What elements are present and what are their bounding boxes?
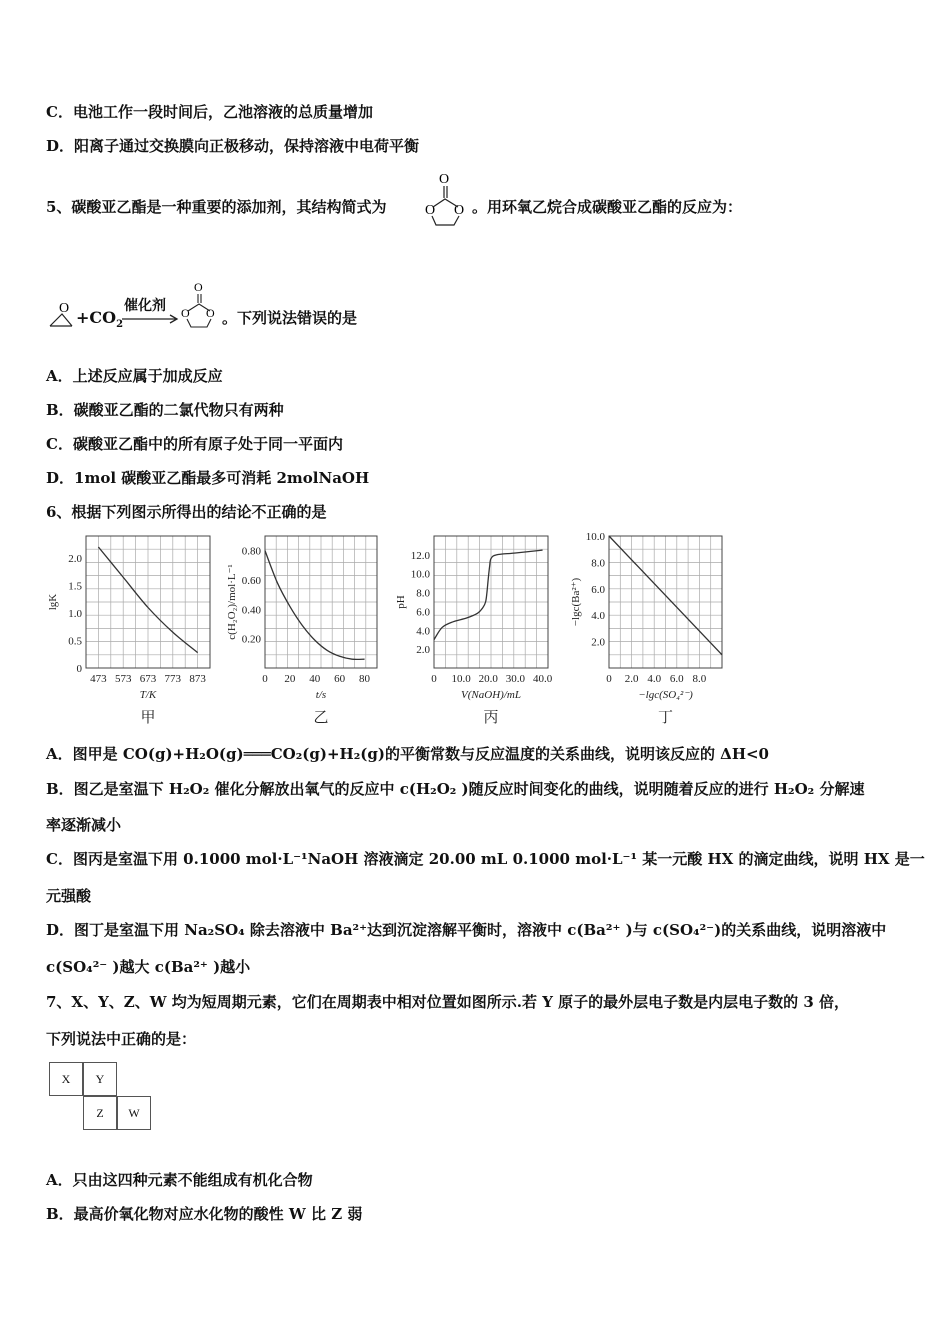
x-tick-label: 2.0 bbox=[624, 673, 639, 685]
cell-z: Z bbox=[83, 1096, 117, 1130]
x-tick-label: 473 bbox=[90, 673, 107, 685]
x-tick-label: 873 bbox=[189, 673, 206, 685]
y-tick-label: 0 bbox=[76, 663, 82, 675]
y-tick-label: 8.0 bbox=[591, 557, 605, 570]
y-axis-label: −lgc(Ba²⁺) bbox=[570, 577, 582, 627]
x-tick-label: 60 bbox=[334, 673, 346, 685]
y-tick-label: 10.0 bbox=[585, 531, 605, 543]
y-tick-label: 2.0 bbox=[591, 636, 605, 649]
x-tick-label: 573 bbox=[114, 673, 132, 685]
y-tick-label: 2.0 bbox=[68, 553, 82, 565]
q6-option-c-line2: 元强酸 bbox=[46, 887, 92, 905]
x-tick-label: 773 bbox=[164, 673, 182, 685]
y-tick-label: 10.0 bbox=[410, 568, 430, 581]
catalyst-label: 催化剂 bbox=[124, 298, 166, 314]
y-axis-label: pH bbox=[395, 595, 407, 609]
chart-grid bbox=[265, 536, 377, 668]
q5-reaction-tail: 。下列说法错误的是 bbox=[222, 309, 358, 327]
epoxide-oxygen: O bbox=[59, 301, 70, 316]
co2-subscript: 2 bbox=[116, 319, 124, 331]
ring-oxygen-right: O bbox=[454, 203, 465, 218]
q7-stem-line1: 7、X、Y、Z、W 均为短周期元素，它们在周期表中相对位置如图所示.若 Y 原子的最外层电子数是内层电子数的 3 倍， bbox=[46, 993, 850, 1011]
chart-grid bbox=[434, 536, 548, 668]
x-axis-label: −lgc(SO₄²⁻) bbox=[638, 689, 693, 701]
y-tick-label: 4.0 bbox=[416, 625, 430, 638]
q7-stem-line2: 下列说法中正确的是： bbox=[46, 1030, 197, 1048]
reaction-arrow-icon bbox=[120, 314, 180, 324]
ring-oxygen-left: O bbox=[425, 203, 436, 218]
carbonyl-oxygen: O bbox=[439, 172, 450, 187]
q6-option-a: A．图甲是 CO(g)+H₂O(g)═══CO₂(g)+H₂(g)的平衡常数与反应温度的关系曲线，说明该反应的 ΔH<0 bbox=[46, 745, 769, 763]
x-tick-label: 6.0 bbox=[669, 673, 684, 685]
y-tick-label: 4.0 bbox=[591, 610, 605, 623]
product-ring-oxygen-left: O bbox=[181, 306, 190, 320]
q6-option-b-line1: B．图乙是室温下 H₂O₂ 催化分解放出氧气的反应中 c(H₂O₂ )随反应时间变化的曲线，说明随着反应的进行 H₂O₂ 分解速 bbox=[46, 780, 865, 798]
q5-stem-part1: 5、碳酸亚乙酯是一种重要的添加剂，其结构简式为 bbox=[46, 198, 387, 216]
q7-option-a: A．只由这四种元素不能组成有机化合物 bbox=[46, 1171, 313, 1189]
x-tick-label: 20.0 bbox=[478, 673, 498, 685]
x-axis-label: t/s bbox=[315, 689, 327, 701]
q4-option-d: D．阳离子通过交换膜向正极移动，保持溶液中电荷平衡 bbox=[46, 137, 420, 155]
y-tick-label: 8.0 bbox=[416, 587, 430, 600]
y-tick-label: 6.0 bbox=[416, 606, 430, 619]
x-tick-label: 10.0 bbox=[451, 673, 471, 685]
chart-caption: 丁 bbox=[657, 708, 674, 726]
ethylene-carbonate-structure bbox=[420, 170, 472, 230]
y-tick-label: 12.0 bbox=[410, 549, 430, 562]
chart-caption: 甲 bbox=[140, 708, 156, 726]
data-curve bbox=[265, 551, 365, 660]
product-carbonate-structure bbox=[178, 280, 222, 332]
plus-co2-text: +CO bbox=[76, 308, 117, 327]
chart-4 bbox=[570, 531, 722, 726]
chart-grid bbox=[609, 536, 722, 668]
x-tick-label: 40.0 bbox=[532, 673, 553, 685]
chart-3 bbox=[395, 536, 553, 726]
product-carbonyl-oxygen: O bbox=[194, 280, 203, 294]
reaction-plus-co2 bbox=[76, 308, 123, 335]
q6-option-d-line2: c(SO₄²⁻ )越大 c(Ba²⁺ )越小 bbox=[46, 958, 251, 976]
x-tick-label: 673 bbox=[139, 673, 157, 685]
x-tick-label: 0 bbox=[431, 673, 437, 685]
q6-charts-svg bbox=[0, 528, 950, 728]
x-tick-label: 80 bbox=[359, 673, 371, 685]
x-axis-label: T/K bbox=[139, 689, 157, 701]
q6-option-d-line1: D．图丁是室温下用 Na₂SO₄ 除去溶液中 Ba²⁺达到沉淀溶解平衡时，溶液中 c(Ba²⁺ )与 c(SO₄²⁻)的关系曲线，说明溶液中 bbox=[46, 921, 887, 939]
y-tick-label: 0.80 bbox=[241, 545, 261, 558]
y-tick-label: 1.0 bbox=[68, 608, 82, 620]
q5-option-c: C．碳酸亚乙酯中的所有原子处于同一平面内 bbox=[46, 435, 343, 453]
product-ring-oxygen-right: O bbox=[206, 306, 215, 320]
y-tick-label: 0.5 bbox=[68, 635, 82, 648]
q5-option-b: B．碳酸亚乙酯的二氯代物只有两种 bbox=[46, 401, 284, 419]
x-tick-label: 30.0 bbox=[505, 673, 526, 685]
x-tick-label: 0 bbox=[606, 673, 612, 685]
chart-2 bbox=[226, 536, 377, 726]
x-tick-label: 4.0 bbox=[647, 673, 662, 685]
q6-figures bbox=[0, 528, 950, 728]
chart-1 bbox=[47, 536, 210, 726]
q6-option-c-line1: C．图丙是室温下用 0.1000 mol·L⁻¹NaOH 溶液滴定 20.00 mL 0.1000 mol·L⁻¹ 某一元酸 HX 的滴定曲线，说明 HX 是一 bbox=[46, 850, 925, 868]
chart-caption: 乙 bbox=[313, 708, 329, 726]
q5-option-d: D．1mol 碳酸亚乙酯最多可消耗 2molNaOH bbox=[46, 469, 370, 487]
x-tick-label: 0 bbox=[262, 673, 268, 685]
q5-stem-part2: 。用环氧乙烷合成碳酸亚乙酯的反应为： bbox=[472, 198, 743, 216]
y-tick-label: 0.20 bbox=[241, 633, 261, 646]
q6-stem: 6、根据下列图示所得出的结论不正确的是 bbox=[46, 503, 327, 521]
x-tick-label: 40 bbox=[309, 673, 321, 685]
cell-w: W bbox=[117, 1096, 151, 1130]
y-axis-label: c(H₂O₂)/mol·L⁻¹ bbox=[226, 564, 238, 640]
q4-option-c: C．电池工作一段时间后，乙池溶液的总质量增加 bbox=[46, 103, 373, 121]
cell-y: Y bbox=[83, 1062, 117, 1096]
y-tick-label: 0.40 bbox=[241, 604, 261, 617]
x-tick-label: 20 bbox=[284, 673, 296, 685]
y-tick-label: 0.60 bbox=[241, 575, 261, 587]
chart-caption: 丙 bbox=[483, 708, 499, 726]
cell-x: X bbox=[49, 1062, 83, 1096]
data-curve bbox=[434, 550, 543, 640]
q5-option-a: A．上述反应属于加成反应 bbox=[46, 367, 223, 385]
x-axis-label: V(NaOH)/mL bbox=[461, 689, 521, 701]
q7-option-b: B．最高价氧化物对应水化物的酸性 W 比 Z 弱 bbox=[46, 1205, 363, 1223]
q6-option-b-line2: 率逐渐减小 bbox=[46, 816, 122, 834]
y-tick-label: 2.0 bbox=[416, 644, 430, 657]
y-tick-label: 1.5 bbox=[68, 580, 82, 593]
y-axis-label: lgK bbox=[47, 593, 59, 611]
y-tick-label: 6.0 bbox=[591, 583, 605, 596]
x-tick-label: 8.0 bbox=[692, 673, 707, 685]
